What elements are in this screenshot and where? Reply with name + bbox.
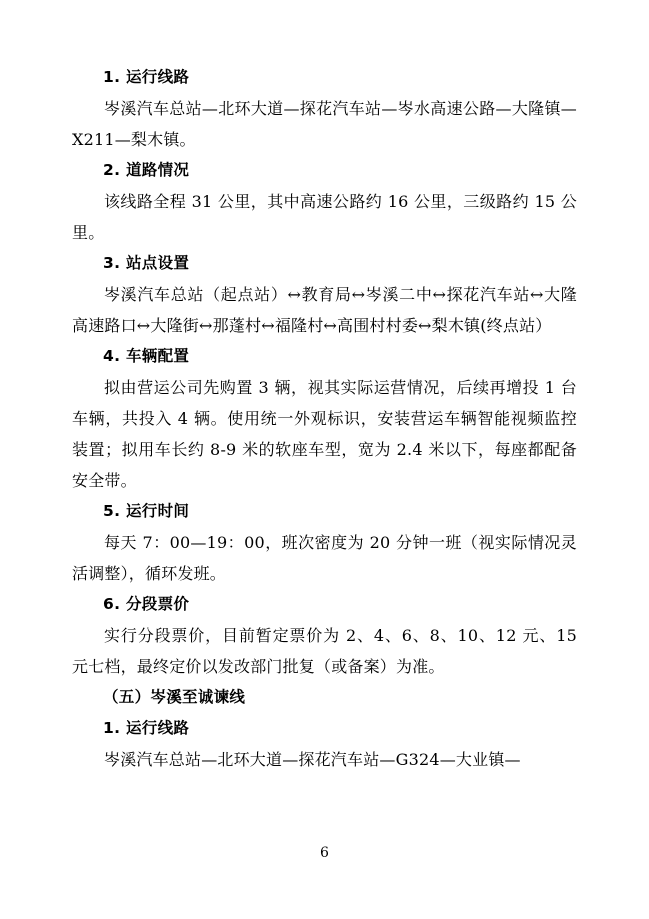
page-number: 6 <box>320 845 329 861</box>
document-body <box>72 62 577 775</box>
heading-road-condition: 2. 道路情况 <box>103 161 190 179</box>
paragraph-stops: 岑溪汽车总站（起点站）↔教育局↔岑溪二中↔探花汽车站↔大隆高速路口↔大隆街↔那蓬村↔福隆村↔高围村村委↔梨木镇(终点站） <box>72 285 577 335</box>
heading-stops: 3. 站点设置 <box>103 254 190 272</box>
heading-route-two: 1. 运行线路 <box>103 719 190 737</box>
paragraph-road-condition: 该线路全程 31 公里，其中高速公路约 16 公里，三级路约 15 公里。 <box>72 192 577 242</box>
heading-route: 1. 运行线路 <box>103 68 190 86</box>
heading-vehicles: 4. 车辆配置 <box>103 347 190 365</box>
paragraph-route-two: 岑溪汽车总站—北环大道—探花汽车站—G324—大业镇— <box>104 750 521 769</box>
paragraph-route: 岑溪汽车总站—北环大道—探花汽车站—岑水高速公路—大隆镇—X211—梨木镇。 <box>72 99 577 149</box>
section-heading-line-five: （五）岑溪至诚谏线 <box>103 688 246 706</box>
heading-fares: 6. 分段票价 <box>103 595 190 613</box>
heading-operating-hours: 5. 运行时间 <box>103 502 190 520</box>
paragraph-vehicles: 拟由营运公司先购置 3 辆，视其实际运营情况，后续再增投 1 台车辆，共投入 4 辆。使用统一外观标识，安装营运车辆智能视频监控装置；拟用车长约 8-9 米的软座车型，宽为 2.4 米以下，每座都配备安全带。 <box>72 378 577 490</box>
paragraph-fares: 实行分段票价，目前暂定票价为 2、4、6、8、10、12 元、15 元七档，最终定价以发改部门批复（或备案）为准。 <box>72 626 577 676</box>
paragraph-operating-hours: 每天 7：00—19：00，班次密度为 20 分钟一班（视实际情况灵活调整），循环发班。 <box>72 533 577 583</box>
